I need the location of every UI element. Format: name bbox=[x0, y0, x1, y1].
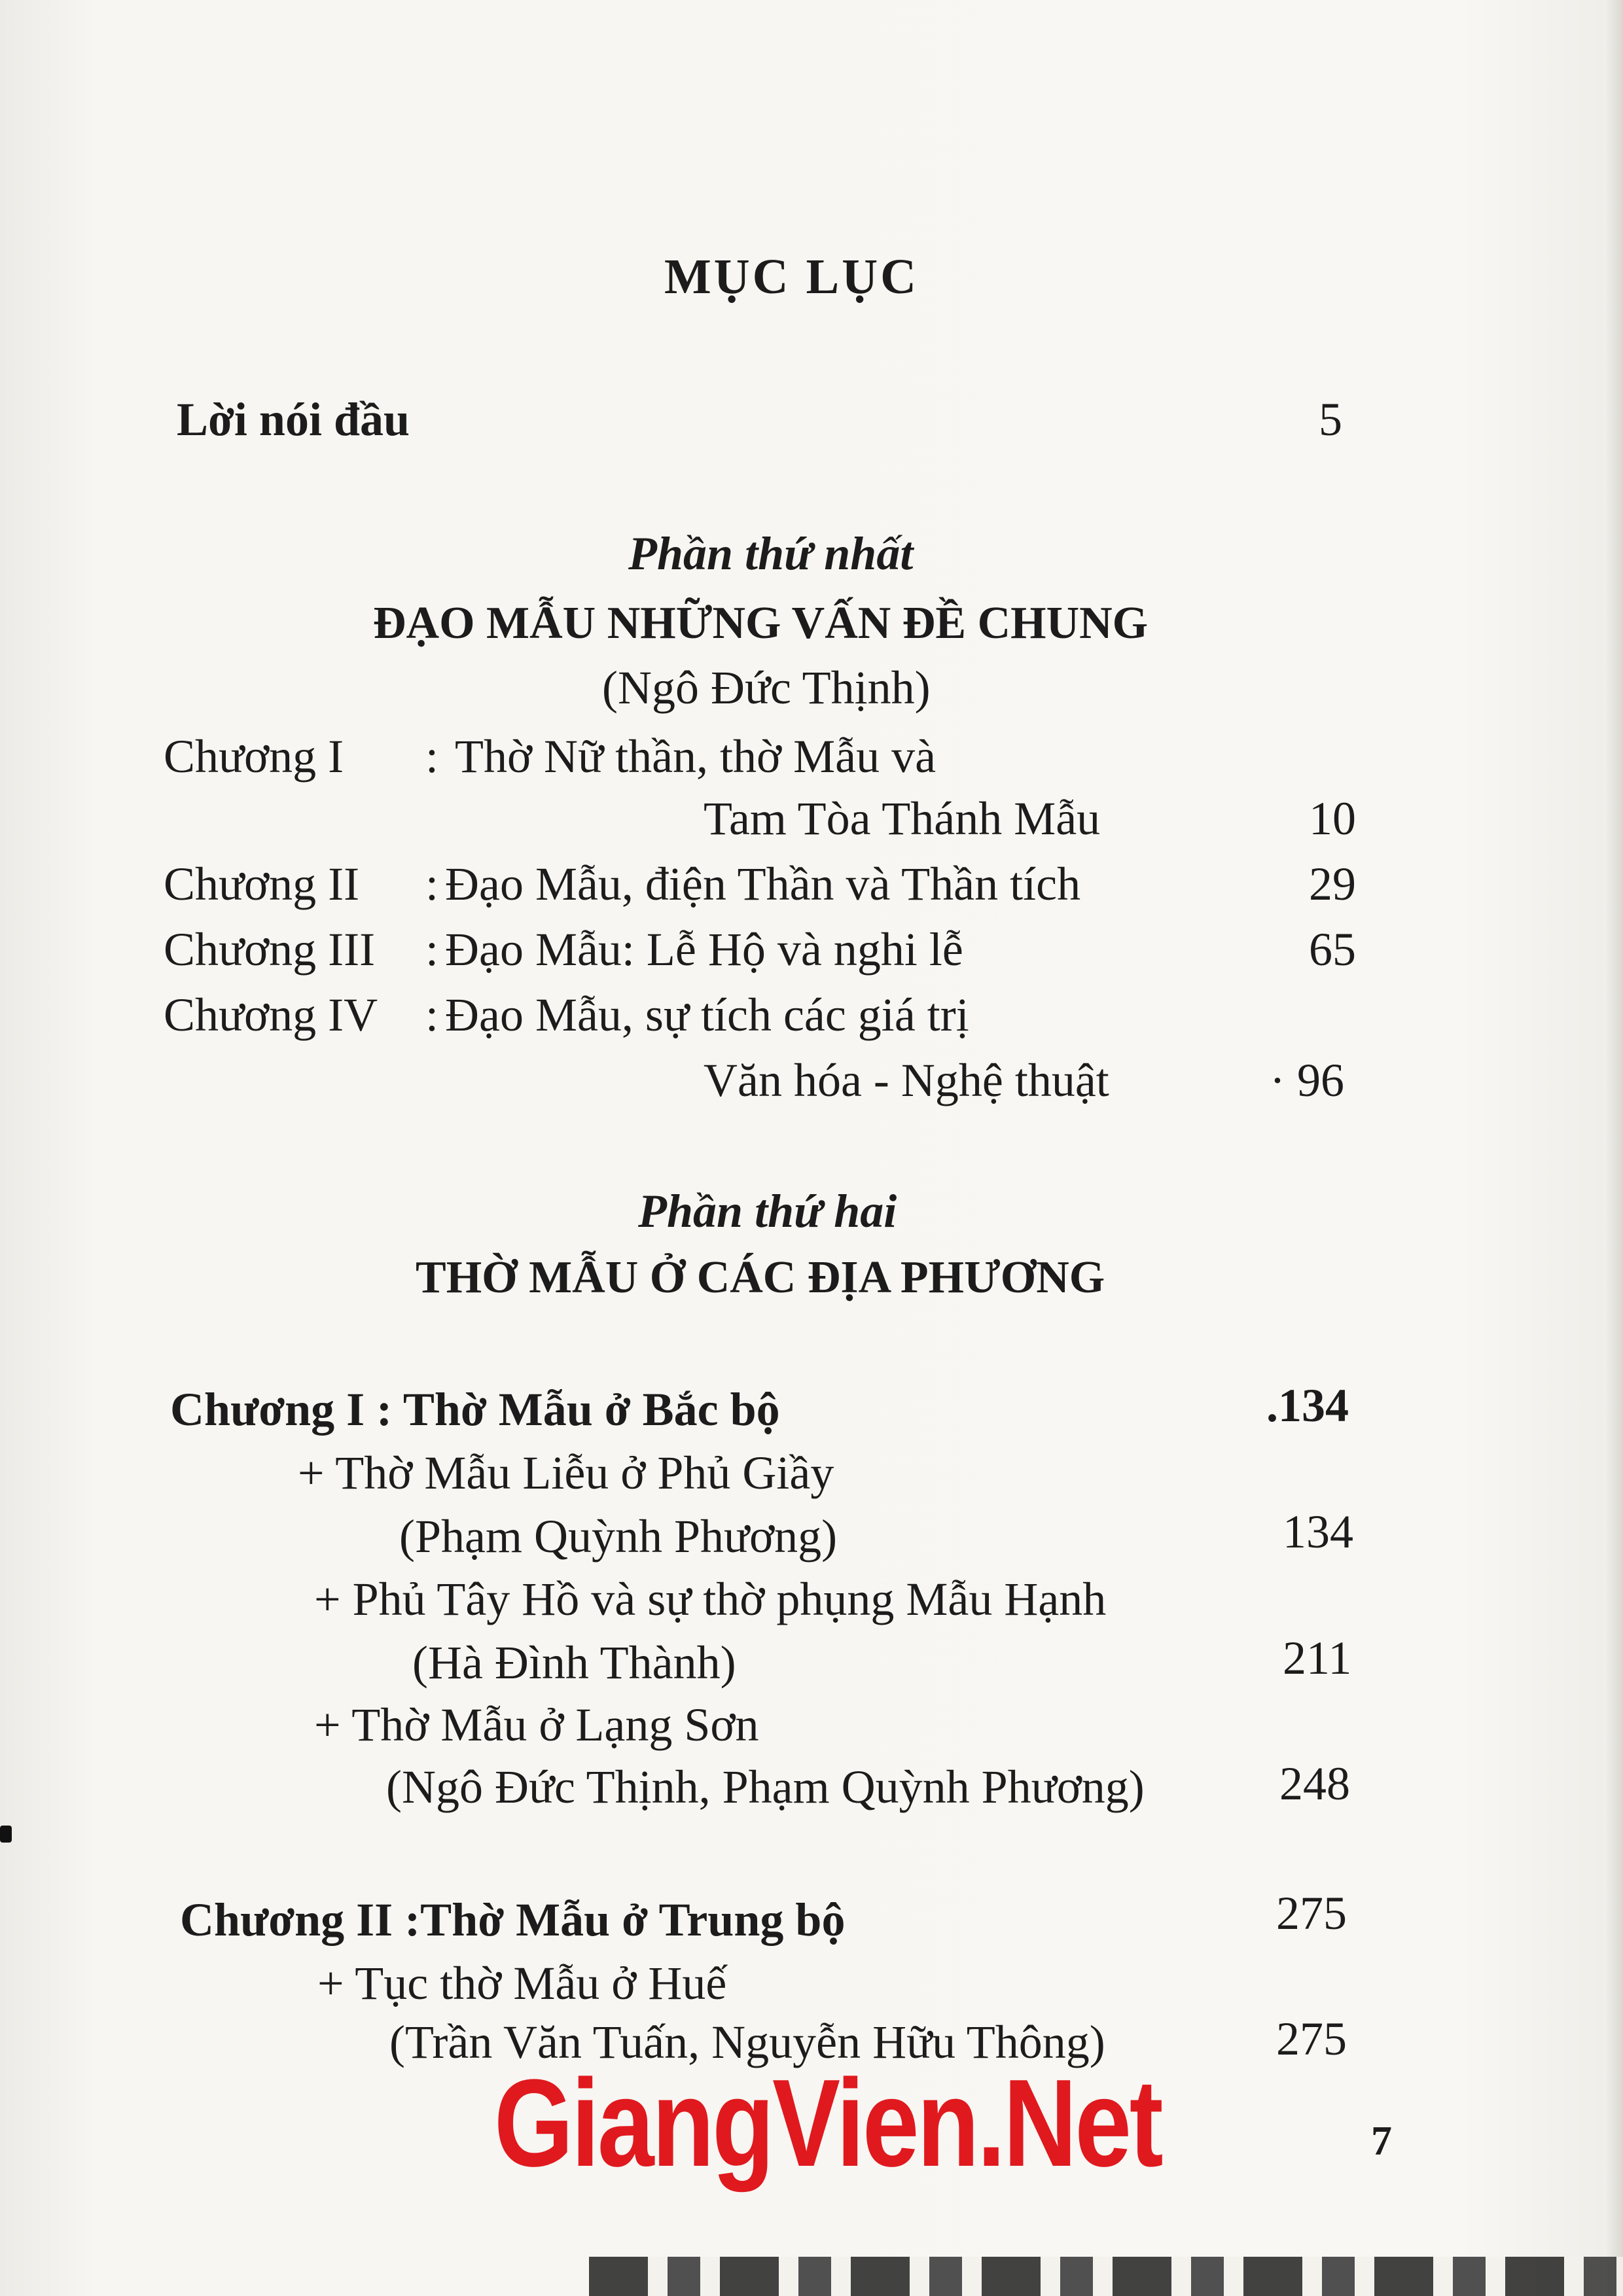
part1-author: (Ngô Đức Thịnh) bbox=[602, 662, 931, 714]
part1-ch4-page: · 96 bbox=[1270, 1054, 1344, 1106]
preface-page: 5 bbox=[1319, 393, 1342, 446]
part2-ch1-page: .134 bbox=[1266, 1379, 1349, 1432]
part2-ch1-label: Chương I : Thờ Mẫu ở Bắc bộ bbox=[170, 1383, 780, 1436]
bottom-scan-strip bbox=[589, 2257, 1623, 2296]
part1-ch3-line1: Đạo Mẫu: Lễ Hộ và nghi lễ bbox=[445, 923, 963, 976]
entry-lang-son-line2: (Ngô Đức Thịnh, Phạm Quỳnh Phương) bbox=[386, 1761, 1145, 1813]
preface-label: Lời nói đầu bbox=[177, 393, 410, 446]
entry-tay-ho-line1: + Phủ Tây Hồ và sự thờ phụng Mẫu Hạnh bbox=[314, 1573, 1107, 1625]
entry-lang-son-page: 248 bbox=[1279, 1757, 1350, 1810]
part2-heading: Phần thứ hai bbox=[638, 1185, 897, 1237]
part1-title: ĐẠO MẪU NHỮNG VẤN ĐỀ CHUNG bbox=[373, 598, 1149, 648]
entry-tay-ho-line2: (Hà Đình Thành) bbox=[412, 1636, 736, 1689]
entry-hue-line1: + Tục thờ Mẫu ở Huế bbox=[317, 1957, 727, 2009]
part1-ch1-label: Chương I bbox=[164, 730, 344, 783]
entry-lang-son-line1: + Thờ Mẫu ở Lạng Sơn bbox=[314, 1699, 759, 1751]
page-number: 7 bbox=[1371, 2117, 1392, 2164]
entry-mau-lieu-line2: (Phạm Quỳnh Phương) bbox=[399, 1510, 838, 1563]
part1-ch3-page: 65 bbox=[1309, 923, 1356, 976]
part1-ch4-label: Chương IV bbox=[164, 989, 378, 1041]
part1-heading: Phần thứ nhất bbox=[628, 527, 914, 580]
page-edge bbox=[1603, 0, 1623, 2296]
part1-ch2-page: 29 bbox=[1309, 858, 1356, 910]
part2-title: THỜ MẪU Ở CÁC ĐỊA PHƯƠNG bbox=[416, 1252, 1105, 1303]
part1-ch4-line1: Đạo Mẫu, sự tích các giá trị bbox=[445, 989, 969, 1041]
part2-ch2-page: 275 bbox=[1276, 1887, 1347, 1939]
entry-hue-page: 275 bbox=[1276, 2013, 1347, 2065]
part1-ch4-sep: : bbox=[425, 989, 439, 1041]
toc-title: MỤC LỤC bbox=[664, 249, 919, 304]
part1-ch3-label: Chương III bbox=[164, 923, 376, 976]
entry-hue-line2: (Trần Văn Tuấn, Nguyễn Hữu Thông) bbox=[389, 2016, 1105, 2068]
part1-ch2-line1: Đạo Mẫu, điện Thần và Thần tích bbox=[445, 858, 1081, 910]
entry-tay-ho-page: 211 bbox=[1283, 1632, 1352, 1684]
part1-ch4-line2: Văn hóa - Nghệ thuật bbox=[704, 1054, 1109, 1106]
watermark-text: GiangVien.Net bbox=[494, 2054, 1162, 2193]
part1-ch2-label: Chương II bbox=[164, 858, 360, 910]
part1-ch2-sep: : bbox=[425, 858, 439, 910]
scan-mark bbox=[0, 1826, 12, 1843]
entry-mau-lieu-line1: + Thờ Mẫu Liễu ở Phủ Giầy bbox=[298, 1447, 834, 1499]
part2-ch2-label: Chương II :Thờ Mẫu ở Trung bộ bbox=[180, 1894, 846, 1946]
part1-ch1-line1: Thờ Nữ thần, thờ Mẫu và bbox=[455, 730, 936, 783]
part1-ch1-sep: : bbox=[425, 730, 439, 783]
entry-mau-lieu-page: 134 bbox=[1283, 1506, 1353, 1558]
part1-ch3-sep: : bbox=[425, 923, 439, 976]
part1-ch1-line2: Tam Tòa Thánh Mẫu bbox=[704, 792, 1101, 845]
part1-ch1-page: 10 bbox=[1309, 792, 1356, 845]
